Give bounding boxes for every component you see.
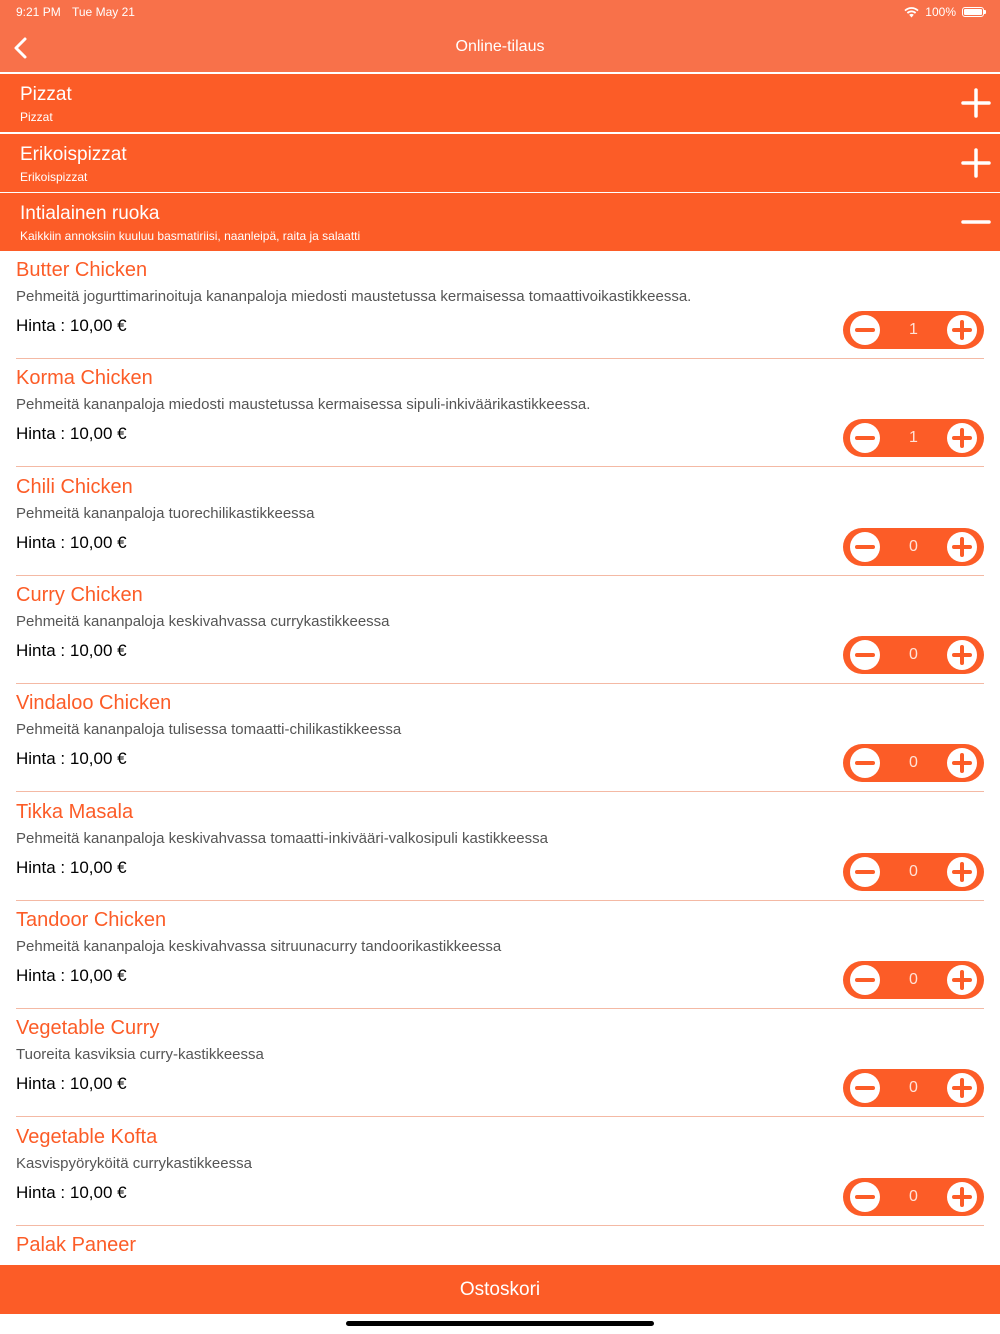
quantity-value: 0 <box>909 1188 918 1205</box>
list-item <box>0 901 1000 1009</box>
category-title: Erikoispizzat <box>20 144 127 165</box>
divider <box>16 466 984 467</box>
minus-icon[interactable] <box>849 1181 881 1213</box>
price-value: 10,00 € <box>69 424 127 443</box>
quantity-stepper <box>843 636 984 674</box>
expand-plus-icon[interactable] <box>960 87 992 119</box>
status-time: 9:21 PM <box>16 5 61 19</box>
item-price <box>16 858 127 878</box>
status-date: Tue May 21 <box>72 5 135 19</box>
quantity-stepper <box>843 1178 984 1216</box>
item-price <box>16 966 127 986</box>
category-pizzat[interactable] <box>0 74 1000 132</box>
list-item <box>0 1009 1000 1117</box>
price-value: 10,00 € <box>69 966 127 985</box>
quantity-value: 0 <box>909 646 918 663</box>
list-item <box>0 1226 1000 1265</box>
list-item <box>0 576 1000 684</box>
minus-icon[interactable] <box>849 964 881 996</box>
item-price <box>16 316 127 336</box>
wifi-icon <box>904 7 919 18</box>
minus-icon[interactable] <box>849 856 881 888</box>
list-item <box>0 1118 1000 1226</box>
quantity-stepper <box>843 419 984 457</box>
item-price <box>16 424 127 444</box>
plus-icon[interactable] <box>946 1072 978 1104</box>
item-name: Palak Paneer <box>16 1234 137 1256</box>
price-label: Hinta : <box>16 641 66 660</box>
plus-icon[interactable] <box>946 856 978 888</box>
status-indicators <box>904 5 984 19</box>
quantity-value: 0 <box>909 1079 918 1096</box>
price-value: 10,00 € <box>69 858 127 877</box>
quantity-value: 1 <box>909 321 918 338</box>
price-value: 10,00 € <box>69 1183 127 1202</box>
page-title: Online-tilaus <box>455 38 545 55</box>
cart-button[interactable]: Ostoskori <box>0 1265 1000 1314</box>
price-label: Hinta : <box>16 424 66 443</box>
category-subtitle: Pizzat <box>20 110 53 124</box>
item-price <box>16 533 127 553</box>
quantity-value: 0 <box>909 754 918 771</box>
minus-icon[interactable] <box>849 422 881 454</box>
quantity-value: 0 <box>909 971 918 988</box>
item-description: Pehmeitä jogurttimarinoituja kananpaloja miedosti maustetussa kermaisessa tomaattivoikastikkeessa. <box>16 288 692 305</box>
category-subtitle: Erikoispizzat <box>20 170 88 184</box>
nav-bar <box>0 24 1000 72</box>
list-item <box>0 793 1000 901</box>
price-value: 10,00 € <box>69 1074 127 1093</box>
status-bar <box>0 0 1000 24</box>
item-price <box>16 1183 127 1203</box>
price-label: Hinta : <box>16 1183 66 1202</box>
price-label: Hinta : <box>16 316 66 335</box>
quantity-stepper <box>843 853 984 891</box>
battery-percent: 100% <box>925 5 956 19</box>
item-description: Pehmeitä kananpaloja tulisessa tomaatti-chilikastikkeessa <box>16 721 402 738</box>
price-label: Hinta : <box>16 1074 66 1093</box>
item-description: Pehmeitä kananpaloja keskivahvassa currykastikkeessa <box>16 613 390 630</box>
plus-icon[interactable] <box>946 964 978 996</box>
item-name: Butter Chicken <box>16 259 148 281</box>
price-label: Hinta : <box>16 749 66 768</box>
quantity-stepper <box>843 1069 984 1107</box>
category-title: Pizzat <box>20 84 72 105</box>
item-description: Pehmeitä kananpaloja tuorechilikastikkeessa <box>16 505 315 522</box>
quantity-stepper <box>843 961 984 999</box>
item-name: Vegetable Kofta <box>16 1126 158 1148</box>
item-description: Tuoreita kasviksia curry-kastikkeessa <box>16 1046 264 1063</box>
price-label: Hinta : <box>16 966 66 985</box>
home-indicator[interactable] <box>346 1321 654 1326</box>
quantity-stepper <box>843 744 984 782</box>
plus-icon[interactable] <box>946 747 978 779</box>
price-value: 10,00 € <box>69 533 127 552</box>
minus-icon[interactable] <box>849 747 881 779</box>
item-name: Vegetable Curry <box>16 1017 160 1039</box>
list-item <box>0 468 1000 576</box>
item-name: Chili Chicken <box>16 476 133 498</box>
item-description: Kasvispyöryköitä currykastikkeessa <box>16 1155 252 1172</box>
quantity-stepper <box>843 311 984 349</box>
category-title: Intialainen ruoka <box>20 203 160 224</box>
category-subtitle: Kaikkiin annoksiin kuuluu basmatiriisi, naanleipä, raita ja salaatti <box>20 229 361 243</box>
price-value: 10,00 € <box>69 641 127 660</box>
item-name: Vindaloo Chicken <box>16 692 172 714</box>
collapse-minus-icon[interactable] <box>960 206 992 238</box>
price-value: 10,00 € <box>69 749 127 768</box>
item-name: Curry Chicken <box>16 584 143 606</box>
item-description: Pehmeitä kananpaloja keskivahvassa tomaatti-inkivääri-valkosipuli kastikkeessa <box>16 830 548 847</box>
battery-icon <box>962 7 984 17</box>
plus-icon[interactable] <box>946 314 978 346</box>
expand-plus-icon[interactable] <box>960 147 992 179</box>
price-value: 10,00 € <box>69 316 127 335</box>
item-price <box>16 1074 127 1094</box>
item-name: Tikka Masala <box>16 801 134 823</box>
item-price <box>16 641 127 661</box>
plus-icon[interactable] <box>946 422 978 454</box>
quantity-stepper <box>843 528 984 566</box>
plus-icon[interactable] <box>946 639 978 671</box>
quantity-value: 0 <box>909 863 918 880</box>
quantity-value: 1 <box>909 429 918 446</box>
minus-icon[interactable] <box>849 531 881 563</box>
category-erikoispizzat[interactable] <box>0 134 1000 192</box>
category-intialainen-ruoka[interactable] <box>0 193 1000 251</box>
list-item <box>0 359 1000 467</box>
item-name: Korma Chicken <box>16 367 153 389</box>
menu-item-list[interactable] <box>0 251 1000 1265</box>
price-label: Hinta : <box>16 533 66 552</box>
item-description: Pehmeitä kananpaloja keskivahvassa sitruunacurry tandoorikastikkeessa <box>16 938 502 955</box>
item-price <box>16 749 127 769</box>
price-label: Hinta : <box>16 858 66 877</box>
quantity-value: 0 <box>909 538 918 555</box>
minus-icon[interactable] <box>849 639 881 671</box>
divider <box>16 1116 984 1117</box>
list-item <box>0 251 1000 359</box>
plus-icon[interactable] <box>946 1181 978 1213</box>
item-description: Pehmeitä kananpaloja miedosti maustetussa kermaisessa sipuli-inkiväärikastikkeessa. <box>16 396 591 413</box>
minus-icon[interactable] <box>849 1072 881 1104</box>
battery-level <box>964 9 982 15</box>
divider <box>16 791 984 792</box>
item-name: Tandoor Chicken <box>16 909 167 931</box>
list-item <box>0 684 1000 792</box>
minus-icon[interactable] <box>849 314 881 346</box>
plus-icon[interactable] <box>946 531 978 563</box>
